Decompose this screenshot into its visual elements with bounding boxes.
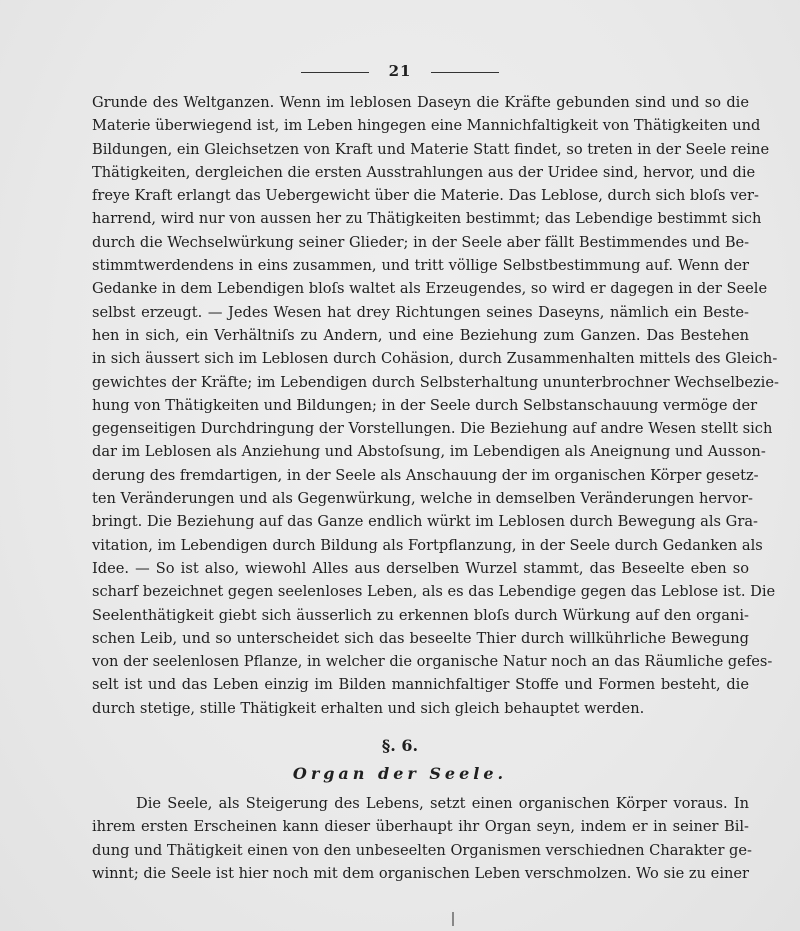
text-line: Grunde des Weltganzen. Wenn im leblosen Daseyn die Kräfte gebunden sind und so die: [92, 94, 749, 111]
paragraph-2: [92, 792, 752, 885]
page-edge-mark: [452, 912, 454, 926]
text-line: vitation, im Lebendigen durch Bildung als Fortpflanzung, in der Seele durch Gedanken als: [92, 536, 763, 554]
text-line: ten Veränderungen und als Gegenwürkung, welche in demselben Veränderungen hervor-: [92, 490, 753, 508]
text-line: selt ist und das Leben einzig im Bilden mannichfaltiger Stoffe und Formen besteht, die: [92, 676, 749, 694]
text-line: in sich äussert sich im Leblosen durch Cohäsion, durch Zusammenhalten mittels des Gleich-: [92, 350, 778, 368]
text-line: von der seelenlosen Pflanze, in welcher die organische Natur noch an das Räumliche gefes-: [92, 653, 773, 671]
text-line: hen in sich, ein Verhältniſs zu Andern, und eine Beziehung zum Ganzen. Das Bestehen: [92, 326, 749, 344]
text-line: dung und Thätigkeit einen von den unbeseelten Organismen verschiednen Charakter ge-: [92, 841, 752, 859]
text-line: ihrem ersten Erscheinen kann dieser überhaupt ihr Organ seyn, indem er in seiner Bil-: [92, 818, 749, 836]
text-line: scharf bezeichnet gegen seelenloses Leben, als es das Lebendige gegen das Leblose ist. Die: [92, 583, 776, 601]
text-line: Gedanke in dem Lebendigen bloſs waltet als Erzeugendes, so wird er dagegen in der Seele: [92, 280, 768, 298]
page-number: 21: [388, 62, 412, 80]
section-number: §. 6.: [381, 736, 419, 755]
paragraph-1: [92, 91, 779, 720]
text-line: durch stetige, stille Thätigkeit erhalten und sich gleich behauptet werden.: [92, 699, 645, 717]
text-line: durch die Wechselwürkung seiner Glieder; in der Seele aber fällt Bestimmendes und Be-: [92, 233, 750, 251]
text-line: Idee. — So ist also, wiewohl Alles aus derselben Wurzel stammt, das Beseelte eben so: [92, 559, 749, 577]
text-line: hung von Thätigkeiten und Bildungen; in der Seele durch Selbstanschauung vermöge der: [92, 396, 758, 414]
text-line: bringt. Die Beziehung auf das Ganze endlich würkt im Leblosen durch Bewegung als Gra-: [92, 513, 758, 531]
text-line: derung des fremdartigen, in der Seele als Anschauung der im organischen Körper gesetz-: [92, 466, 759, 484]
page-header: [0, 62, 800, 80]
text-line: schen Leib, und so unterscheidet sich das beseelte Thier durch willkührliche Bewegung: [92, 629, 749, 647]
header-rule-left: [301, 72, 369, 73]
text-line: freye Kraft erlangt das Uebergewicht über die Materie. Das Leblose, durch sich bloſs ver-: [92, 187, 759, 205]
text-line: Seelenthätigkeit giebt sich äusserlich zu erkennen bloſs durch Würkung auf den organi-: [92, 606, 749, 624]
text-line: Die Seele, als Steigerung des Lebens, setzt einen organischen Körper voraus. In: [136, 795, 749, 812]
text-line: gewichtes der Kräfte; im Lebendigen durch Selbsterhaltung ununterbrochner Wechselbezie-: [92, 373, 779, 391]
text-line: Bildungen, ein Gleichsetzen von Kraft und Materie Statt findet, so treten in der Seele reine: [92, 140, 770, 158]
text-line: harrend, wird nur von aussen her zu Thätigkeiten bestimmt; das Lebendige bestimmt sich: [92, 210, 762, 228]
text-line: stimmtwerdendens in eins zusammen, und tritt völlige Selbstbestimmung auf. Wenn der: [92, 257, 749, 275]
text-line: gegenseitigen Durchdringung der Vorstellungen. Die Beziehung auf andre Wesen stellt sich: [92, 420, 773, 438]
text-line: winnt; die Seele ist hier noch mit dem organischen Leben verschmolzen. Wo sie zu einer: [92, 864, 749, 882]
text-line: Materie überwiegend ist, im Leben hingegen eine Mannichfaltigkeit von Thätigkeiten und: [92, 117, 761, 135]
header-rule-right: [431, 72, 499, 73]
text-line: Thätigkeiten, dergleichen die ersten Ausstrahlungen aus der Uridee sind, hervor, und die: [92, 163, 756, 181]
text-line: dar im Leblosen als Anziehung und Abstoſsung, im Lebendigen als Aneignung und Ausson-: [92, 443, 766, 461]
text-line: selbst erzeugt. — Jedes Wesen hat drey Richtungen seines Daseyns, nämlich ein Beste-: [92, 303, 749, 321]
section-title: Organ der Seele.: [292, 764, 508, 783]
